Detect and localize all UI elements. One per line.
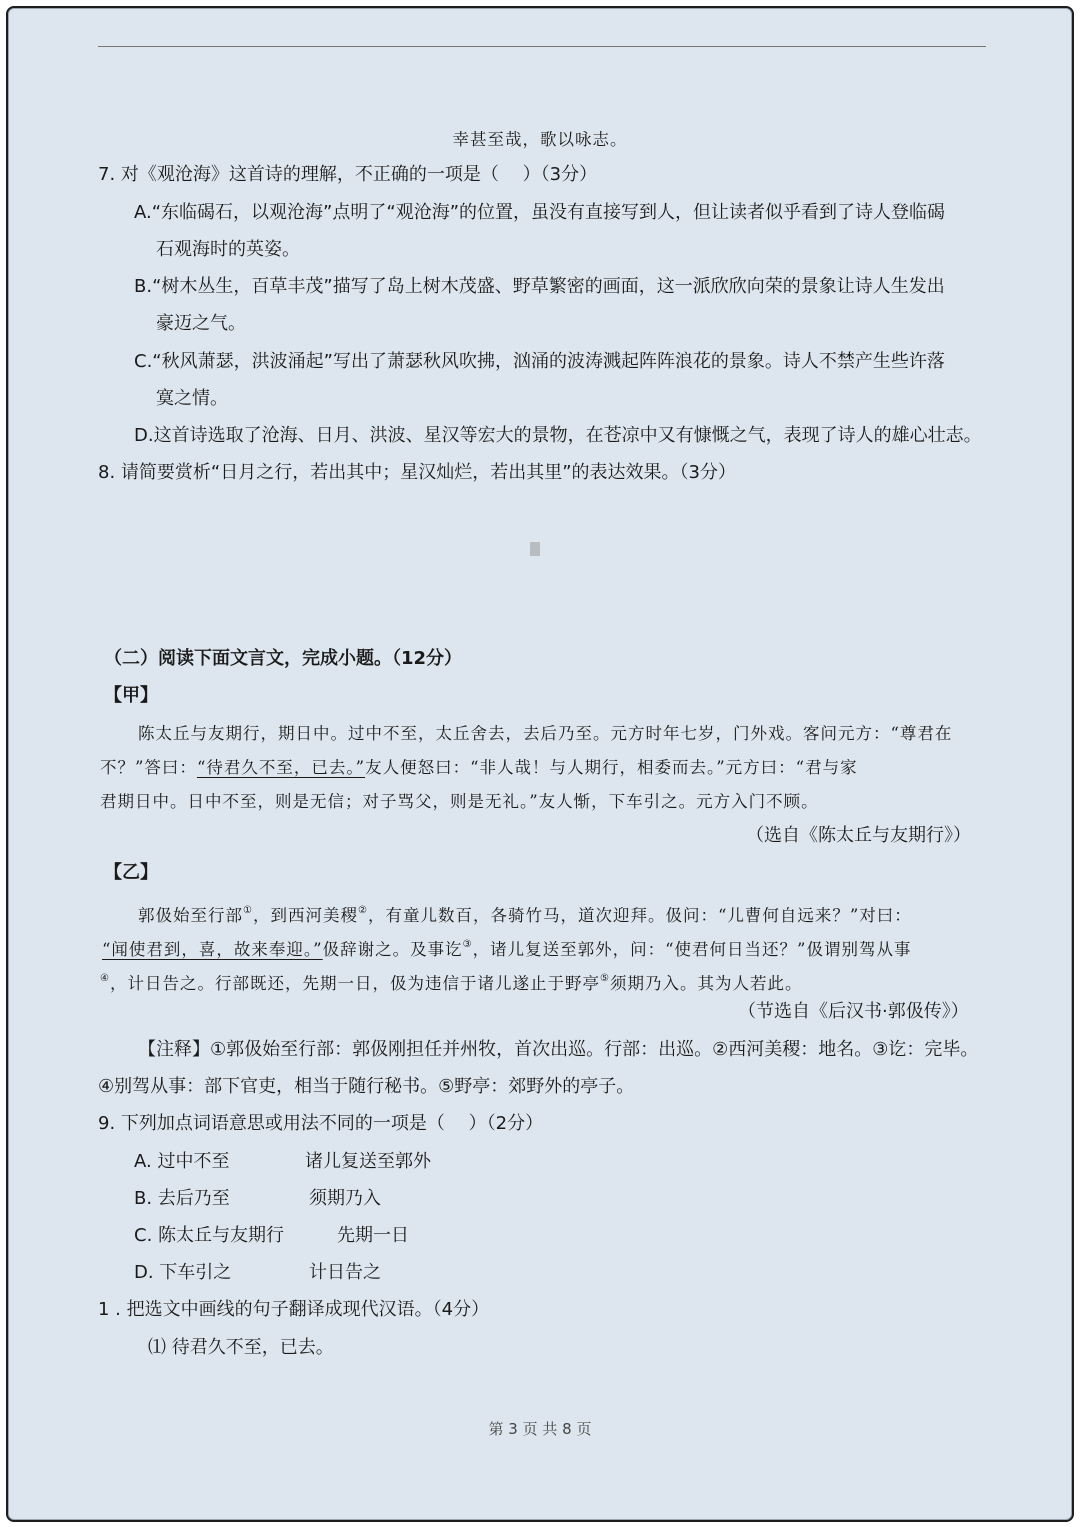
q9-option-a-right: 诸儿复送至郭外 (305, 1151, 431, 1172)
q9-option-c-right: 先期一日 (337, 1225, 409, 1246)
jia-paragraph-line1: 陈太丘与友期行，期日中。过中不至，太丘舍去，去后乃至。元方时年七岁，门外戏。客问元方：“尊君在 (138, 724, 953, 743)
q7-option-b-line1: B.“树木丛生，百草丰茂”描写了岛上树木茂盛、野草繁密的画面，这一派欣欣向荣的景象让诗人生发出 (134, 276, 945, 297)
header-rule (98, 46, 986, 47)
q7-option-c-line1: C.“秋风萧瑟，洪波涌起”写出了萧瑟秋风吹拂，汹涌的波涛溅起阵阵浪花的景象。诗人不禁产生些许落 (134, 351, 945, 372)
scan-mark (530, 542, 540, 556)
q9-option-d-right: 计日告之 (309, 1262, 381, 1283)
jia-line2-start: 不？”答曰： (100, 758, 197, 777)
note-ref-2: ② (357, 905, 368, 916)
yi-source: （节选自《后汉书·郭伋传》） (738, 1001, 969, 1022)
q7-option-a-line2: 石观海时的英姿。 (156, 239, 300, 260)
yi-line1-b: ，到西河美稷 (252, 906, 358, 925)
jia-paragraph-line2 (100, 756, 858, 780)
yi-line1-c: ，有童儿数百，各骑竹马，道次迎拜。伋问：“儿曹何自远来？”对曰： (367, 906, 912, 925)
jia-paragraph-line3: 君期日中。日中不至，则是无信；对子骂父，则是无礼。”友人惭，下车引之。元方入门不顾。 (100, 792, 819, 811)
yi-line2-b: ，诸儿复送至郭外，问：“使君何日当还？”伋谓别驾从事 (472, 940, 912, 959)
q9-option-a-left: A. 过中不至 (134, 1151, 230, 1172)
passage-jia-label: 【甲】 (104, 685, 158, 706)
q7-option-a-line1: A.“东临碣石，以观沧海”点明了“观沧海”的位置，虽没有直接写到人，但让读者似乎看到了诗人登临碣 (134, 202, 946, 223)
q7-option-b-line2: 豪迈之气。 (156, 313, 246, 334)
yi-underlined-sentence: “闻使君到，喜，故来奉迎。” (102, 940, 323, 959)
note-ref-5: ⑤ (599, 973, 610, 984)
passage-yi-label: 【乙】 (104, 862, 158, 883)
q9-option-b-right: 须期乃入 (309, 1188, 381, 1209)
note-ref-4: ④ (100, 973, 110, 984)
q10-sentence-1: ⑴ 待君久不至，已去。 (148, 1337, 334, 1358)
jia-source: （选自《陈太丘与友期行》） (746, 825, 971, 846)
yi-paragraph-line2 (102, 933, 911, 962)
yi-line3-a: ，计日告之。行部既还，先期一日，伋为违信于诸儿遂止于野亭 (109, 974, 600, 993)
q7-option-c-line2: 寞之情。 (156, 388, 228, 409)
yi-line2-a: 伋辞谢之。及事讫 (322, 940, 463, 959)
annotation-line1: 【注释】①郭伋始至行部：郭伋刚担任并州牧，首次出巡。行部：出巡。②西河美稷：地名。③讫：完毕。 (138, 1039, 979, 1060)
q7-option-d: D.这首诗选取了沧海、日月、洪波、星汉等宏大的景物，在苍凉中又有慷慨之气，表现了诗人的雄心壮志。 (134, 425, 982, 446)
q9-option-b-left: B. 去后乃至 (134, 1188, 230, 1209)
q7-stem: 7. 对《观沧海》这首诗的理解，不正确的一项是（ ）（3分） (98, 164, 598, 185)
q8-stem: 8. 请简要赏析“日月之行，若出其中；星汉灿烂，若出其里”的表达效果。（3分） (98, 462, 736, 483)
q9-option-c-left: C. 陈太丘与友期行 (134, 1225, 285, 1246)
section2-title: （二）阅读下面文言文，完成小题。（12分） (104, 648, 463, 669)
q9-option-d-left: D. 下车引之 (134, 1262, 232, 1283)
jia-line2-end: 友人便怒曰：“非人哉！与人期行，相委而去。”元方曰：“君与家 (365, 758, 858, 777)
note-ref-1: ① (243, 905, 253, 916)
annotation-line2: ④别驾从事：部下官吏，相当于随行秘书。⑤野亭：郊野外的亭子。 (98, 1076, 635, 1097)
note-ref-3: ③ (462, 939, 473, 950)
q10-stem: 1 . 把选文中画线的句子翻译成现代汉语。（4分） (98, 1299, 490, 1320)
poem-last-line: 幸甚至哉，歌以咏志。 (452, 130, 628, 149)
yi-line1-a: 郭伋始至行部 (138, 906, 243, 925)
q9-stem: 9. 下列加点词语意思或用法不同的一项是（ ）（2分） (98, 1113, 544, 1134)
page-number: 第 3 页 共 8 页 (488, 1420, 592, 1438)
yi-paragraph-line3 (100, 967, 802, 996)
yi-paragraph-line1 (138, 899, 912, 928)
yi-line3-b: 须期乃入。其为人若此。 (609, 974, 803, 993)
jia-underlined-sentence: “待君久不至，已去。” (196, 758, 366, 777)
